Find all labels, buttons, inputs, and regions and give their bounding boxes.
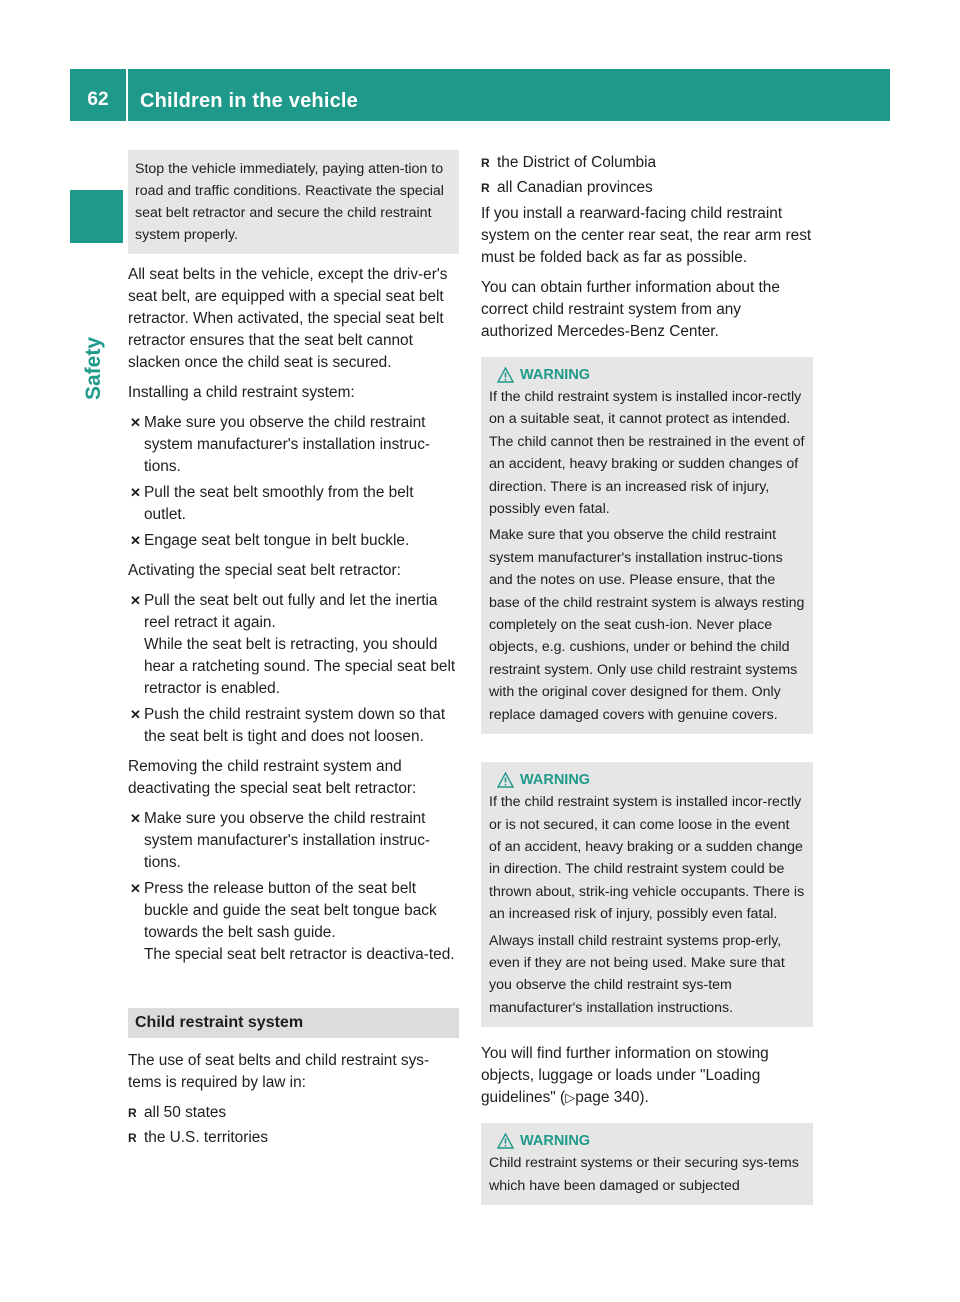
step-result: The special seat belt retractor is deactiva-ted. [144, 946, 455, 963]
warning-title: WARNING [497, 1130, 805, 1152]
warning-title: WARNING [497, 364, 805, 386]
warning-text: Child restraint systems or their securing sys-tems which have been damaged or subjected [489, 1155, 799, 1194]
stowing-paragraph: You will find further information on stowing objects, luggage or loads under "Loading guidelines" (▷page 340). [481, 1045, 769, 1107]
warning-box [481, 762, 813, 1027]
warning-text: If the child restraint system is installed incor-rectly on a suitable seat, it cannot protect as intended. The child cannot then be restrained in the event of an accident, heavy braking or sudden changes of direction. There is an increased risk of injury, possibly even fatal. [489, 389, 805, 518]
instruction-step: ✕ Pull the seat belt smoothly from the belt outlet. [130, 484, 414, 523]
instruction-step: ✕ Press the release button of the seat belt buckle and guide the seat belt tongue back towards the belt sash guide. The special seat belt retractor is deactiva-ted. [130, 880, 455, 963]
chapter-title: Children in the vehicle [140, 90, 358, 112]
arrow-icon: ✕ [130, 533, 141, 548]
info-paragraph: You can obtain further information about the correct child restraint system from any authorized Mercedes-Benz Center. [481, 279, 780, 340]
instruction-step: ✕ Push the child restraint system down so that the seat belt is tight and does not loosen. [130, 706, 446, 745]
warning-icon [497, 1133, 514, 1149]
left-column [128, 150, 459, 1152]
page-number: 62 [87, 89, 109, 110]
list-item: R all Canadian provinces [481, 177, 813, 199]
warning-icon [497, 367, 514, 383]
rearward-paragraph: If you install a rearward-facing child restraint system on the center rear seat, the rear arm rest must be folded back as far as possible. [481, 205, 812, 266]
warning-title: WARNING [497, 769, 805, 791]
bullet-icon: R [128, 1106, 137, 1120]
intro-paragraph: All seat belts in the vehicle, except the driv-er's seat belt, are equipped with a special seat belt retractor. When activated, the special seat belt retractor ensures that the seat belt cannot slacken once the child seat is secured. [128, 266, 448, 371]
page-reference-icon: ▷ [565, 1090, 576, 1106]
page-reference-link[interactable]: page 340 [575, 1089, 640, 1107]
warning-box [481, 1123, 813, 1205]
law-intro: The use of seat belts and child restraint sys-tems is required by law in: [128, 1052, 430, 1091]
bullet-icon: R [481, 156, 490, 170]
warning-text: Make sure that you observe the child restraint system manufacturer's installation instruc-tions and the notes on use. Please ensure, that the base of the child restraint system is always resting completely on the seat cush-ion. Never place objects, e.g. cushions, under or behind the child restraint system. Only use child restraint systems with the original cover designed for them. Only replace damaged covers with genuine covers. [489, 527, 805, 723]
activating-label: Activating the special seat belt retractor: [128, 562, 401, 579]
instruction-step: ✕ Make sure you observe the child restraint system manufacturer's installation instruc-tions. [130, 810, 431, 871]
arrow-icon: ✕ [130, 811, 141, 826]
list-item: R all 50 states [128, 1102, 459, 1124]
bullet-icon: R [128, 1131, 137, 1145]
header-divider [126, 69, 128, 121]
section-heading: Child restraint system [128, 1008, 459, 1038]
instruction-step: ✕ Make sure you observe the child restraint system manufacturer's installation instruc-tions. [130, 414, 431, 475]
list-item: R the District of Columbia [481, 152, 813, 174]
arrow-icon: ✕ [130, 881, 141, 896]
arrow-icon: ✕ [130, 485, 141, 500]
warning-text: If the child restraint system is installed incor-rectly or is not secured, it can come loose in the event of an accident, heavy braking or a sudden change in direction. The child restraint system could be thrown about, strik-ing vehicle occupants. There is an increased risk of injury, possibly even fatal. [489, 794, 805, 923]
warning-box [481, 357, 813, 734]
arrow-icon: ✕ [130, 415, 141, 430]
warning-icon [497, 772, 514, 788]
instruction-step: ✕ Engage seat belt tongue in belt buckle. [128, 530, 459, 552]
warning-text: Always install child restraint systems prop-erly, even if they are not being used. Make sure that you observe the child restraint sys-tem manufacturer's installation instructions. [489, 932, 785, 1016]
note-box: Stop the vehicle immediately, paying atten-tion to road and traffic conditions. Reactivate the special seat belt retractor and secure the child restraint system properly. [128, 150, 459, 254]
right-column [481, 152, 813, 1221]
bullet-icon: R [481, 181, 490, 195]
installing-label: Installing a child restraint system: [128, 384, 355, 401]
section-label: Safety [82, 336, 105, 400]
step-result: While the seat belt is retracting, you should hear a ratcheting sound. The special seat belt retractor is enabled. [144, 636, 456, 697]
arrow-icon: ✕ [130, 707, 141, 722]
list-item: R the U.S. territories [128, 1127, 459, 1149]
instruction-step: ✕ Pull the seat belt out fully and let the inertia reel retract it again. While the seat belt is retracting, you should hear a ratcheting sound. The special seat belt retractor is enabled. [130, 592, 456, 697]
removing-label: Removing the child restraint system and deactivating the special seat belt retractor: [128, 758, 417, 797]
arrow-icon: ✕ [130, 593, 141, 608]
section-marker [70, 190, 123, 243]
